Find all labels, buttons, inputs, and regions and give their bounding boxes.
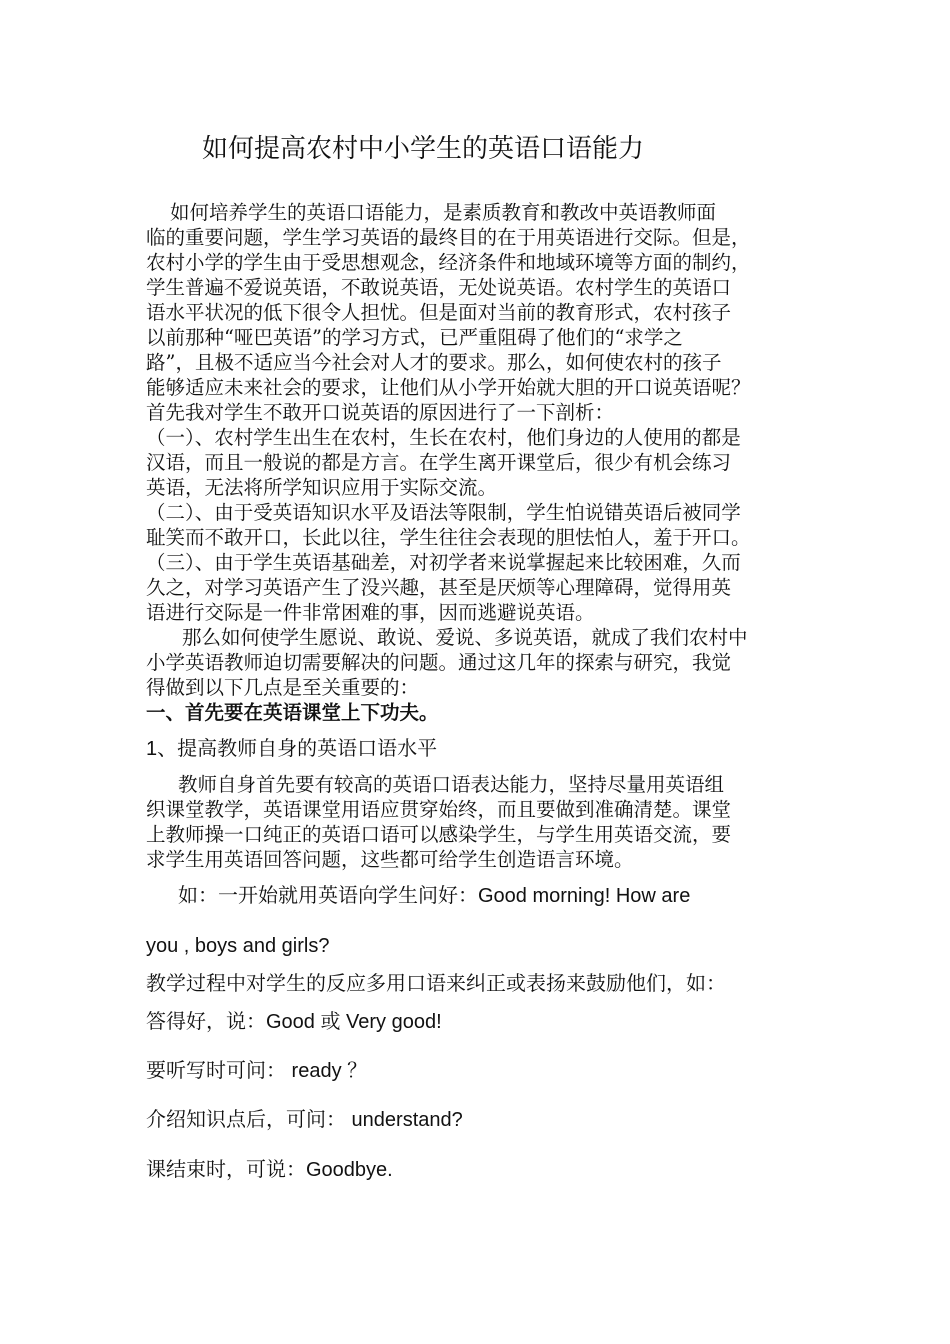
paragraph-line: 织课堂教学，英语课堂用语应贯穿始终，而且要做到准确清楚。课堂 xyxy=(146,798,732,821)
paragraph-line: 首先我对学生不敢开口说英语的原因进行了一下剖析： xyxy=(146,401,615,424)
example-line: 要听写时可问： ready ？ xyxy=(146,1060,368,1082)
paragraph-line: （一）、农村学生出生在农村，生长在农村，他们身边的人使用的都是 xyxy=(146,426,741,449)
paragraph-line: （三）、由于学生英语基础差，对初学者来说掌握起来比较困难，久而 xyxy=(146,551,741,574)
document-title: 如何提高农村中小学生的英语口语能力 xyxy=(202,134,645,164)
example-line: 如：一开始就用英语向学生问好：Good morning! How are xyxy=(178,885,691,907)
paragraph-line: 以前那种“哑巴英语”的学习方式，已严重阻碍了他们的“求学之 xyxy=(146,326,683,349)
paragraph-line: 耻笑而不敢开口，长此以往，学生往往会表现的胆怯怕人，羞于开口。 xyxy=(146,526,751,549)
subsection-heading: 1、提高教师自身的英语口语水平 xyxy=(146,738,438,760)
example-line: you , boys and girls? xyxy=(146,935,330,957)
paragraph-line: 语进行交际是一件非常困难的事，因而逃避说英语。 xyxy=(146,601,595,624)
paragraph-line: 教师自身首先要有较高的英语口语表达能力，坚持尽量用英语组 xyxy=(178,773,725,796)
paragraph-line: 语水平状况的低下很令人担忧。但是面对当前的教育形式，农村孩子 xyxy=(146,301,732,324)
paragraph-line: 如何培养学生的英语口语能力，是素质教育和教改中英语教师面 xyxy=(170,201,717,224)
paragraph-line: 路”，且极不适应当今社会对人才的要求。那么，如何使农村的孩子 xyxy=(146,351,722,374)
example-line: 课结束时，可说：Goodbye. xyxy=(146,1159,393,1181)
example-line: 答得好，说：Good 或 Very good! xyxy=(146,1011,442,1033)
paragraph-line: 求学生用英语回答问题，这些都可给学生创造语言环境。 xyxy=(146,848,634,871)
paragraph-line: 农村小学的学生由于受思想观念，经济条件和地域环境等方面的制约， xyxy=(146,251,751,274)
paragraph-line: 汉语，而且一般说的都是方言。在学生离开课堂后，很少有机会练习 xyxy=(146,451,732,474)
paragraph-line: 英语，无法将所学知识应用于实际交流。 xyxy=(146,476,498,499)
section-heading: 一、首先要在英语课堂上下功夫。 xyxy=(146,701,439,724)
paragraph-line: （二）、由于受英语知识水平及语法等限制，学生怕说错英语后被同学 xyxy=(146,501,741,524)
paragraph-line: 能够适应未来社会的要求，让他们从小学开始就大胆的开口说英语呢？ xyxy=(146,376,751,399)
paragraph-line: 得做到以下几点是至关重要的： xyxy=(146,676,420,699)
paragraph-line: 学生普遍不爱说英语，不敢说英语，无处说英语。农村学生的英语口 xyxy=(146,276,732,299)
paragraph-line: 久之，对学习英语产生了没兴趣，甚至是厌烦等心理障碍，觉得用英 xyxy=(146,576,732,599)
paragraph-line: 那么如何使学生愿说、敢说、爱说、多说英语，就成了我们农村中 xyxy=(182,626,748,649)
paragraph-line: 小学英语教师迫切需要解决的问题。通过这几年的探索与研究，我觉 xyxy=(146,651,732,674)
paragraph-line: 上教师操一口纯正的英语口语可以感染学生，与学生用英语交流，要 xyxy=(146,823,732,846)
example-line: 教学过程中对学生的反应多用口语来纠正或表扬来鼓励他们，如： xyxy=(146,973,726,995)
example-line: 介绍知识点后，可问： understand? xyxy=(146,1109,463,1131)
paragraph-line: 临的重要问题，学生学习英语的最终目的在于用英语进行交际。但是， xyxy=(146,226,751,249)
